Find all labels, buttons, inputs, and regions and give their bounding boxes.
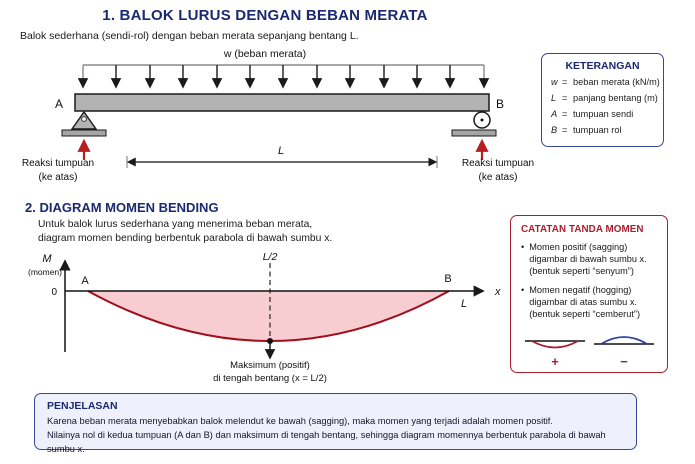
catatan-box	[510, 215, 668, 373]
reaction-right-label: Reaksi tumpuan	[461, 158, 535, 169]
midspan-label: L/2	[262, 251, 278, 263]
moment-sign-examples	[521, 329, 658, 368]
reaction-right-sublabel: (ke atas)	[478, 172, 518, 183]
hogging-curve-icon	[592, 329, 656, 351]
origin-label: 0	[51, 287, 57, 298]
reaction-left-label: Reaksi tumpuan	[21, 158, 95, 169]
reaction-left-sublabel: (ke atas)	[38, 172, 78, 183]
beam-figure	[0, 44, 555, 190]
catatan-bullet-positive: • Momen positif (sagging) digambar di bawah sumbu x. (bentuk seperti “senyum”)	[521, 242, 658, 277]
moment-parabola	[88, 291, 449, 341]
pin-support-icon	[62, 112, 106, 136]
penjelasan-box	[34, 393, 637, 454]
load-arrows	[83, 65, 484, 86]
support-a-label: A	[54, 97, 64, 111]
catatan-bullet-negative: • Momen negatif (hogging) digambar di atas sumbu x. (bentuk seperti “cemberut”)	[521, 285, 658, 320]
keterangan-title: KETERANGAN	[565, 60, 640, 72]
sagging-curve-icon	[523, 329, 587, 351]
penjelasan-line2: Nilainya nol di kedua tumpuan (A dan B) dan maksimum di tengah bentang, sehingga diagram momennya berbentuk parabola di bawah sumbu x.	[47, 430, 606, 454]
keterangan-item-a: A = tumpuan sendi	[551, 109, 634, 119]
negative-sign: −	[620, 353, 628, 369]
keterangan-item-b: B = tumpuan rol	[551, 125, 622, 135]
section2-intro-line1: Untuk balok lurus sederhana yang menerima beban merata,	[38, 219, 313, 230]
x-end-label: L	[461, 298, 468, 310]
moment-diagram	[0, 248, 510, 388]
roller-support-icon	[452, 112, 496, 136]
y-axis-sublabel: (momen)	[27, 267, 63, 277]
keterangan-box	[541, 53, 664, 147]
beam	[75, 94, 489, 111]
y-axis-label: M	[42, 253, 52, 265]
maximum-label-line2: di tengah bentang (x = L/2)	[213, 373, 327, 384]
sagging-example	[523, 329, 587, 368]
page-subtitle: Balok sederhana (sendi-rol) dengan beban merata sepanjang bentang L.	[20, 30, 359, 42]
penjelasan-line1: Karena beban merata menyebabkan balok melendut ke bawah (sagging), maka momen yang terjadi adalah momen positif.	[47, 416, 553, 426]
section2-intro-line2: diagram momen bending berbentuk parabola di bawah sumbu x.	[38, 233, 333, 244]
point-b-label: B	[444, 273, 452, 285]
maximum-label-line1: Maksimum (positif)	[230, 360, 310, 371]
catatan-title: CATATAN TANDA MOMEN	[521, 224, 644, 235]
hogging-example	[592, 329, 656, 368]
distributed-load-label: w (beban merata)	[223, 48, 307, 60]
maximum-point	[267, 338, 273, 344]
span-dimension	[127, 145, 437, 168]
support-b-label: B	[495, 97, 505, 111]
point-a-label: A	[81, 275, 89, 287]
x-axis-label: x	[495, 286, 501, 298]
positive-sign: +	[551, 353, 559, 369]
penjelasan-title: PENJELASAN	[47, 400, 118, 412]
section2-title: 2. DIAGRAM MOMEN BENDING	[25, 200, 219, 215]
page-title: 1. BALOK LURUS DENGAN BEBAN MERATA	[102, 7, 428, 24]
keterangan-item-l: L = panjang bentang (m)	[551, 93, 658, 103]
keterangan-item-w: w = beban merata (kN/m)	[551, 77, 660, 87]
span-label: L	[277, 145, 285, 157]
